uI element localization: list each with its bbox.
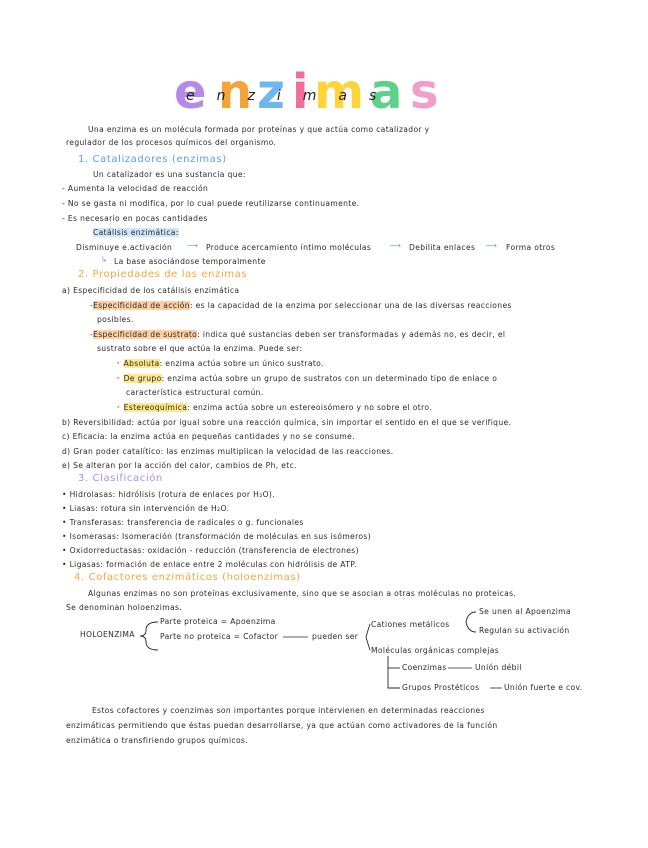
- prop-a: a) Especificidad de los catálisis enzimática: [62, 286, 240, 295]
- type-grupo: • De grupo: enzima actúa sobre un grupo de sustratos con un determinado tipo de enlace o: [116, 374, 498, 383]
- class-item: • Ligasas: formación de enlace entre 2 moléculas con hidrólisis de ATP.: [62, 560, 357, 569]
- intro-line-2: regulador de los procesos químicos del organismo.: [66, 138, 277, 147]
- class-item: • Liasas: rotura sin intervención de H₂O.: [62, 504, 230, 513]
- section-1-bullet: - Es necesario en pocas cantidades: [62, 214, 208, 223]
- class-item: • Transferasas: transferencia de radicales o g. funcionales: [62, 518, 304, 527]
- flow-step-4: Forma otros: [506, 243, 556, 252]
- cofactor-intro-2: Se denominan holoenzimas.: [66, 603, 183, 612]
- arrow-right-icon: ⟶: [390, 241, 402, 250]
- brace-cationes: [466, 612, 476, 632]
- prop-e: e) Se alteran por la acción del calor, cambios de Ph, etc.: [62, 461, 297, 470]
- grupos-prosteticos: Grupos Prostéticos: [402, 683, 480, 692]
- connector-moleculas: [388, 656, 400, 688]
- closing-line-2: enzimáticas permitiendo que éstas puedan desarrollarse, ya que actúan como activadores de la función: [66, 721, 498, 730]
- cationes-rol-2: Regulan su activación: [479, 626, 570, 635]
- parte-proteica: Parte proteica = Apoenzima: [160, 617, 276, 626]
- closing-line-3: enzimática o transfiriendo grupos químicos.: [66, 736, 249, 745]
- prop-a-item-2: -Especificidad de sustrato: indica qué sustancias deben ser transformadas y además no, es decir, el: [90, 330, 506, 339]
- title-letter: m: [314, 64, 365, 120]
- section-2-heading: 2. Propiedades de las enzimas: [78, 269, 248, 280]
- flow-step-2: Produce acercamiento íntimo moléculas: [206, 243, 372, 252]
- section-1-lead: Un catalizador es una sustancia que:: [93, 170, 246, 179]
- class-item: • Hidrolasas: hidrólisis (rotura de enlaces por H₂O).: [62, 490, 276, 499]
- title-letter: z: [257, 64, 285, 120]
- title-letter: n: [218, 64, 253, 120]
- class-item: • Oxidorreductasas: oxidación - reducción (transferencia de electrones): [62, 546, 359, 555]
- prop-c: c) Eficacia: la enzima actúa en pequeñas cantidades y no se consume.: [62, 432, 355, 441]
- class-item: • Isomerasas: Isomeración (transformación de moléculas en sus isómeros): [62, 532, 372, 541]
- type-estereo: • Estereoquímica: enzima actúa sobre un estereoisómero y no sobre el otro.: [116, 403, 433, 412]
- moleculas-organicas: Moléculas orgánicas complejas: [371, 646, 500, 655]
- prop-a-item-1: -Especificidad de acción: es la capacidad de la enzima por seleccionar una de las diversas reacciones: [90, 301, 512, 310]
- closing-line-1: Estos cofactores y coenzimas son importantes porque intervienen en determinadas reacciones: [92, 706, 485, 715]
- title-overlay: enzimas: [186, 88, 399, 104]
- flow-step-5: La base asociándose temporalmente: [114, 257, 266, 266]
- prop-b: b) Reversibilidad: actúa por igual sobre una reacción química, sin importar el sentido en el que se verifique.: [62, 418, 512, 427]
- type-absoluta: • Absoluta: enzima actúa sobre un único sustrato.: [116, 359, 324, 368]
- return-arrow-icon: ↳: [101, 255, 108, 264]
- flow-step-1: Disminuye e.activación: [76, 243, 173, 252]
- section-1-bullet: - No se gasta ni modifica, por lo cual puede reutilizarse continuamente.: [62, 199, 360, 208]
- section-4-heading: 4. Cofactores enzimáticos (holoenzimas): [74, 572, 301, 583]
- grupos-result: Unión fuerte e cov.: [504, 683, 583, 692]
- intro-line-1: Una enzima es un molécula formada por proteínas y que actúa como catalizador y: [88, 125, 430, 134]
- coenzimas-result: Unión débil: [475, 663, 522, 672]
- section-1-heading: 1. Catalizadores (enzimas): [78, 154, 227, 165]
- arrow-right-icon: ⟶: [187, 241, 199, 250]
- prop-d: d) Gran poder catalítico: las enzimas multiplican la velocidad de las reacciones.: [62, 447, 394, 456]
- cationes-rol-1: Se unen al Apoenzima: [479, 607, 571, 616]
- title-letter: i: [292, 64, 309, 120]
- cofactor-intro-1: Algunas enzimas no son proteínas exclusivamente, sino que se asocian a otras moléculas no proteicas.: [88, 589, 517, 598]
- brace-cofactor: [366, 624, 370, 650]
- title-letter: s: [410, 64, 439, 120]
- title-letter: a: [370, 64, 403, 120]
- coenzimas-label: Coenzimas: [402, 663, 447, 672]
- cationes-metalicos: Cationes metálicos: [371, 620, 450, 629]
- section-1-bullet: - Aumenta la velocidad de reacción: [62, 184, 209, 193]
- brace-holoenzima: [140, 622, 158, 650]
- holoenzima-label: HOLOENZIMA: [80, 630, 135, 639]
- arrow-right-icon: ⟶: [486, 241, 498, 250]
- parte-no-proteica: Parte no proteica = Cofactor: [160, 632, 279, 641]
- section-3-heading: 3. Clasificación: [78, 473, 163, 484]
- type-grupo-cont: característica estructural común.: [126, 388, 264, 397]
- catalisis-subheading: Catálisis enzimática:: [93, 228, 179, 237]
- title-letter: e: [174, 64, 207, 120]
- prop-a-item-1-cont: posibles.: [97, 315, 134, 324]
- pueden-ser: pueden ser: [312, 632, 359, 641]
- flow-step-3: Debilita enlaces: [409, 243, 476, 252]
- prop-a-item-2-cont: sustrato sobre el que actúa la enzima. Puede ser:: [97, 344, 303, 353]
